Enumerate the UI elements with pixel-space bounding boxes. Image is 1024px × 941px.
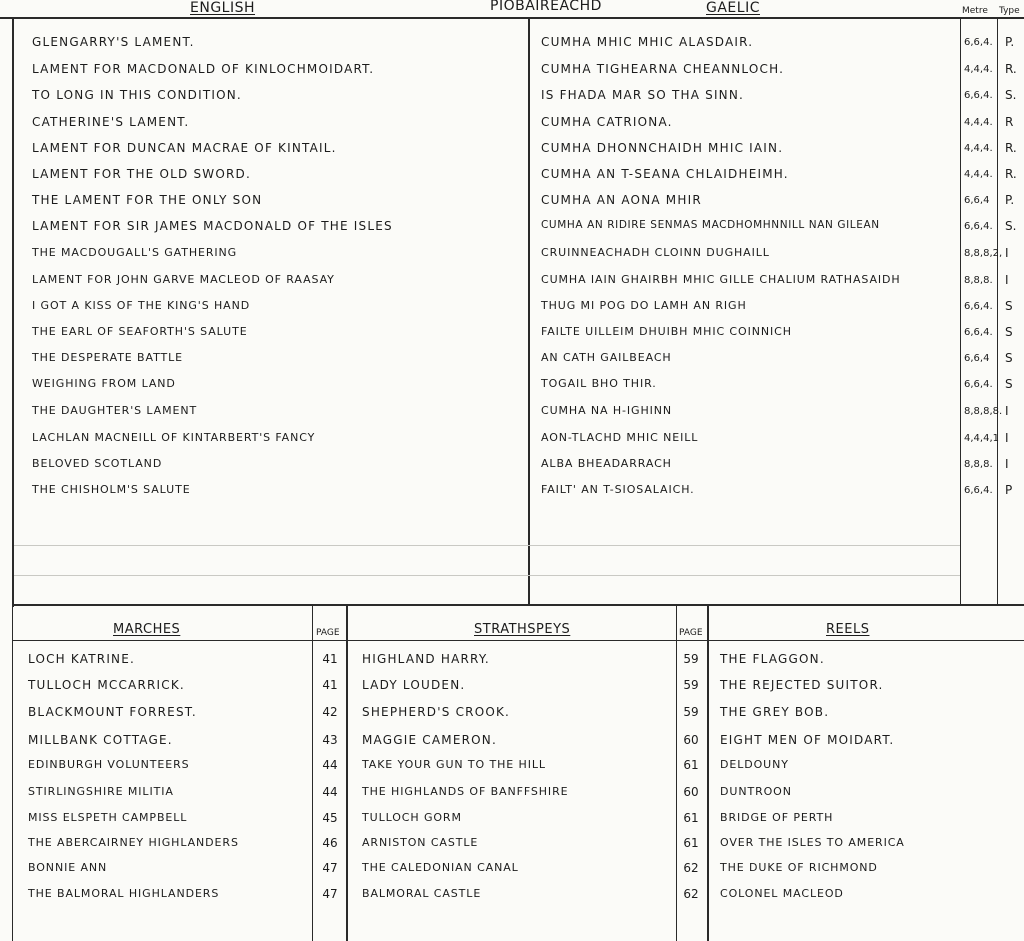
section-divider-rule [12,604,1024,606]
strathspey-title: HIGHLAND HARRY. [362,652,490,666]
english-title: THE LAMENT FOR THE ONLY SON [32,193,263,207]
metre-value: 8,8,8,8. [964,406,1003,417]
type-value: S. [1005,219,1017,233]
march-title: BLACKMOUNT FORREST. [28,705,197,719]
metre-divider [960,17,961,605]
march-title: THE ABERCAIRNEY HIGHLANDERS [28,836,239,849]
strathspey-title: MAGGIE CAMERON. [362,733,497,747]
gaelic-title: THUG MI POG DO LAMH AN RIGH [541,299,747,312]
strathspey-title: TULLOCH GORM [362,811,462,824]
gaelic-title: CUMHA DHONNCHAIDH MHIC IAIN. [541,141,784,155]
english-gaelic-divider [528,17,530,605]
type-value: R [1005,115,1014,129]
type-value: P. [1005,193,1015,207]
gaelic-title: TOGAIL BHO THIR. [541,377,657,390]
reel-title: COLONEL MACLEOD [720,887,844,900]
gaelic-title: CUMHA AN AONA MHIR [541,193,702,207]
type-value: I [1005,457,1009,471]
type-value: I [1005,431,1009,445]
bottom-header-rule [12,640,1024,641]
metre-value: 4,4,4. [964,117,993,128]
header-march-page: PAGE [316,628,340,638]
header-english: ENGLISH [190,0,256,16]
english-title: CATHERINE'S LAMENT. [32,115,190,129]
metre-value: 6,6,4. [964,485,993,496]
english-title: LACHLAN MACNEILL OF KINTARBERT'S FANCY [32,431,316,444]
march-page-number: 47 [322,861,338,875]
strathspey-page-number: 61 [683,811,699,825]
header-strathspeys: STRATHSPEYS [474,622,571,637]
header-gaelic: GAELIC [706,0,760,16]
strathspey-title: THE CALEDONIAN CANAL [362,861,519,874]
english-title: THE DAUGHTER'S LAMENT [32,404,198,417]
metre-value: 6,6,4 [964,353,990,364]
type-value: S [1005,299,1013,313]
march-page-divider-right [346,604,348,941]
gaelic-title: IS FHADA MAR SO THA SINN. [541,88,745,102]
english-title: THE MACDOUGALL'S GATHERING [32,246,238,259]
reel-title: THE REJECTED SUITOR. [720,678,884,692]
strathspey-page-number: 59 [683,678,699,692]
english-title: LAMENT FOR DUNCAN MACRAE OF KINTAIL. [32,141,337,155]
type-value: I [1005,404,1009,418]
strathspey-title: ARNISTON CASTLE [362,836,479,849]
march-page-number: 43 [322,733,338,747]
metre-value: 4,4,4,1 [964,433,999,444]
strathspey-title: TAKE YOUR GUN TO THE HILL [362,758,546,771]
header-type: Type [999,6,1020,16]
gaelic-title: CUMHA AN RIDIRE SENMAS MACDHOMHNNILL NAN GILEAN [541,219,880,231]
metre-value: 8,8,8. [964,275,993,286]
english-title: BELOVED SCOTLAND [32,457,163,470]
strathspey-page-number: 62 [683,861,699,875]
strathspey-page-number: 61 [683,836,699,850]
reel-title: DELDOUNY [720,758,789,771]
english-title: I GOT A KISS OF THE KING'S HAND [32,299,251,312]
march-title: BONNIE ANN [28,861,108,874]
ruled-line [14,545,960,546]
type-value: R. [1005,167,1017,181]
english-title: LAMENT FOR SIR JAMES MACDONALD OF THE ISLES [32,219,393,233]
english-title: LAMENT FOR JOHN GARVE MACLEOD OF RAASAY [32,273,335,286]
metre-value: 6,6,4. [964,379,993,390]
strathspey-title: THE HIGHLANDS OF BANFFSHIRE [362,785,569,798]
march-title: MISS ELSPETH CAMPBELL [28,811,188,824]
gaelic-title: CUMHA TIGHEARNA CHEANNLOCH. [541,62,785,76]
strathspey-title: SHEPHERD'S CROOK. [362,705,511,719]
gaelic-title: CUMHA CATRIONA. [541,115,673,129]
march-title: LOCH KATRINE. [28,652,136,666]
reel-title: THE DUKE OF RICHMOND [720,861,878,874]
march-title: EDINBURGH VOLUNTEERS [28,758,190,771]
english-title: THE CHISHOLM'S SALUTE [32,483,191,496]
type-value: P [1005,483,1013,497]
march-title: STIRLINGSHIRE MILITIA [28,785,174,798]
metre-value: 4,4,4. [964,143,993,154]
gaelic-title: CUMHA NA H-IGHINN [541,404,673,417]
march-page-number: 46 [322,836,338,850]
reel-title: EIGHT MEN OF MOIDART. [720,733,895,747]
march-page-number: 41 [322,678,338,692]
type-divider [997,17,998,605]
metre-value: 8,8,8. [964,459,993,470]
reel-title: THE FLAGGON. [720,652,825,666]
english-title: THE EARL OF SEAFORTH'S SALUTE [32,325,248,338]
strathspey-page-number: 60 [683,733,699,747]
english-title: LAMENT FOR THE OLD SWORD. [32,167,251,181]
gaelic-title: CRUINNEACHADH CLOINN DUGHAILL [541,246,770,259]
strathspey-page-number: 62 [683,887,699,901]
english-title: THE DESPERATE BATTLE [32,351,183,364]
english-title: LAMENT FOR MACDONALD OF KINLOCHMOIDART. [32,62,375,76]
type-value: I [1005,246,1009,260]
type-value: I [1005,273,1009,287]
english-title: TO LONG IN THIS CONDITION. [32,88,242,102]
type-value: S [1005,351,1013,365]
gaelic-title: CUMHA IAIN GHAIRBH MHIC GILLE CHALIUM RATHASAIDH [541,273,901,286]
gaelic-title: AN CATH GAILBEACH [541,351,672,364]
metre-value: 4,4,4. [964,169,993,180]
type-value: R. [1005,62,1017,76]
march-page-number: 45 [322,811,338,825]
gaelic-title: CUMHA AN T-SEANA CHLAIDHEIMH. [541,167,789,181]
strathspey-page-number: 59 [683,652,699,666]
metre-value: 6,6,4. [964,301,993,312]
left-margin-rule [12,17,14,607]
strathspey-page-number: 61 [683,758,699,772]
metre-value: 6,6,4. [964,221,993,232]
march-page-divider-left [312,604,313,941]
metre-value: 8,8,8,2, [964,248,1003,259]
header-metre: Metre [962,6,988,16]
strathspey-page-divider-right [707,604,709,941]
march-page-number: 44 [322,785,338,799]
strathspey-page-number: 60 [683,785,699,799]
reel-title: THE GREY BOB. [720,705,830,719]
march-title: THE BALMORAL HIGHLANDERS [28,887,220,900]
gaelic-title: ALBA BHEADARRACH [541,457,672,470]
march-page-number: 44 [322,758,338,772]
header-reels: REELS [826,622,870,637]
metre-value: 4,4,4. [964,64,993,75]
march-page-number: 47 [322,887,338,901]
header-strathspey-page: PAGE [679,628,703,638]
march-page-number: 41 [322,652,338,666]
metre-value: 6,6,4. [964,327,993,338]
gaelic-title: FAILTE UILLEIM DHUIBH MHIC COINNICH [541,325,792,338]
header-marches: MARCHES [113,622,181,637]
strathspey-page-divider-left [676,604,677,941]
type-value: S [1005,377,1013,391]
top-header-rule [0,17,1024,19]
header-piobaireachd: PIOBAIREACHD [490,0,602,14]
type-value: R. [1005,141,1017,155]
reel-title: DUNTROON [720,785,792,798]
strathspey-page-number: 59 [683,705,699,719]
metre-value: 6,6,4. [964,37,993,48]
metre-value: 6,6,4. [964,90,993,101]
gaelic-title: AON-TLACHD MHIC NEILL [541,431,699,444]
metre-value: 6,6,4 [964,195,990,206]
ruled-line [14,575,960,576]
gaelic-title: CUMHA MHIC MHIC ALASDAIR. [541,35,754,49]
march-title: MILLBANK COTTAGE. [28,733,173,747]
march-page-number: 42 [322,705,338,719]
english-title: WEIGHING FROM LAND [32,377,176,390]
strathspey-title: LADY LOUDEN. [362,678,466,692]
march-title: TULLOCH MCCARRICK. [28,678,185,692]
strathspey-title: BALMORAL CASTLE [362,887,482,900]
type-value: P. [1005,35,1015,49]
reel-title: BRIDGE OF PERTH [720,811,834,824]
english-title: GLENGARRY'S LAMENT. [32,35,195,49]
reel-title: OVER THE ISLES TO AMERICA [720,836,905,849]
type-value: S [1005,325,1013,339]
type-value: S. [1005,88,1017,102]
bottom-left-rule [12,604,13,941]
gaelic-title: FAILT' AN T-SIOSALAICH. [541,483,695,496]
